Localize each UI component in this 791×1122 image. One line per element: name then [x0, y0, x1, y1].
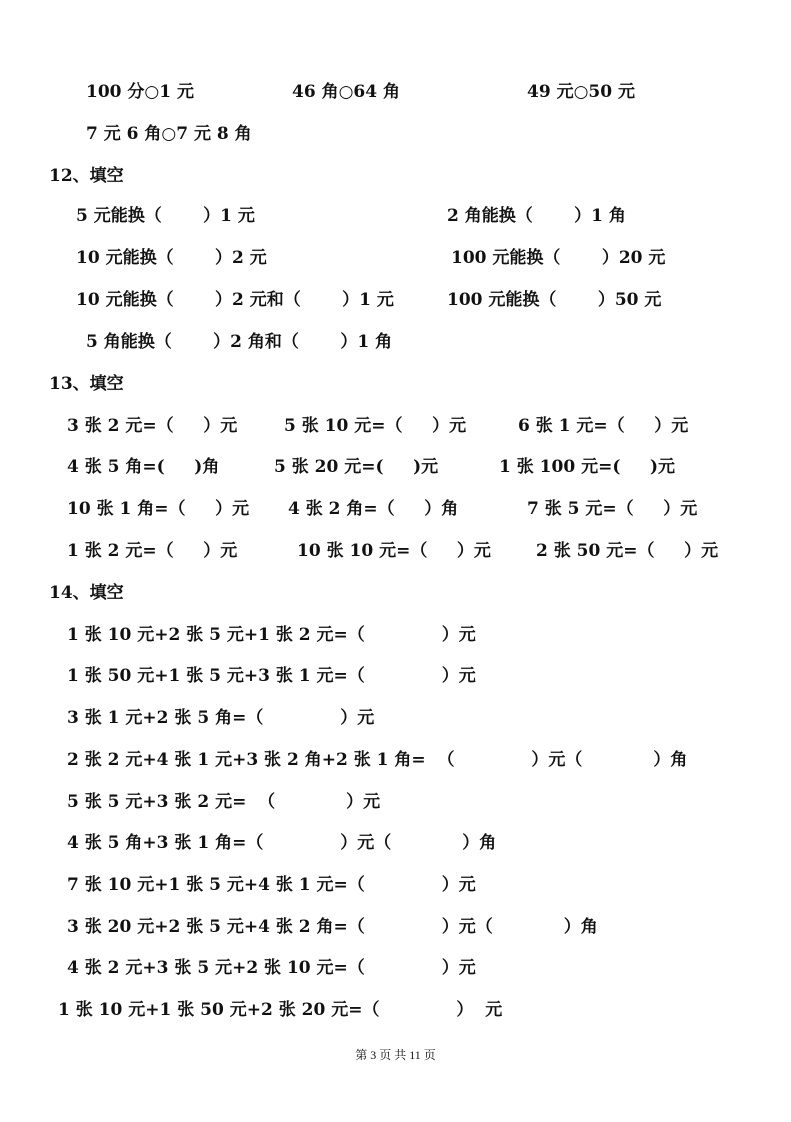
- q13-item: 4 张 2 角=（ ）角: [288, 499, 459, 519]
- q13-item: 10 张 1 角=（ ）元: [67, 499, 250, 519]
- q14-item: 1 张 10 元+2 张 5 元+1 张 2 元=（ ）元: [67, 625, 476, 645]
- q14-item: 1 张 50 元+1 张 5 元+3 张 1 元=（ ）元: [67, 666, 476, 686]
- q13-item: 10 张 10 元=（ ）元: [297, 541, 491, 561]
- q14-heading: 14、填空: [49, 583, 124, 603]
- q14-item: 3 张 1 元+2 张 5 角=（ ）元: [67, 708, 375, 728]
- q13-item: 6 张 1 元=（ ）元: [518, 416, 689, 436]
- q14-item: 5 张 5 元+3 张 2 元= （ ）元: [67, 792, 381, 812]
- q12-item: 5 元能换（ ）1 元: [76, 206, 255, 226]
- compare-item: 100 分○1 元: [86, 82, 194, 102]
- q13-item: 3 张 2 元=（ ）元: [67, 416, 238, 436]
- compare-item: 46 角○64 角: [292, 82, 400, 102]
- q14-item: 1 张 10 元+1 张 50 元+2 张 20 元=（ ） 元: [58, 1000, 503, 1020]
- q13-item: 2 张 50 元=（ ）元: [536, 541, 719, 561]
- q12-item: 100 元能换（ ）50 元: [447, 290, 662, 310]
- q14-item: 2 张 2 元+4 张 1 元+3 张 2 角+2 张 1 角= （ ）元（ ）角: [67, 750, 688, 770]
- q13-item: 1 张 100 元=( )元: [499, 457, 675, 477]
- page-footer: 第 3 页 共 11 页: [355, 1048, 436, 1062]
- q12-item: 10 元能换（ ）2 元和（ ）1 元: [76, 290, 394, 310]
- q13-item: 4 张 5 角=( )角: [67, 457, 220, 477]
- compare-item: 7 元 6 角○7 元 8 角: [86, 124, 252, 144]
- q12-item: 5 角能换（ ）2 角和（ ）1 角: [86, 332, 393, 352]
- q14-item: 4 张 5 角+3 张 1 角=（ ）元（ ）角: [67, 833, 497, 853]
- q14-item: 4 张 2 元+3 张 5 元+2 张 10 元=（ ）元: [67, 958, 476, 978]
- compare-item: 49 元○50 元: [527, 82, 635, 102]
- q14-item: 3 张 20 元+2 张 5 元+4 张 2 角=（ ）元（ ）角: [67, 917, 598, 937]
- q12-heading: 12、填空: [49, 166, 124, 186]
- q13-item: 7 张 5 元=（ ）元: [527, 499, 698, 519]
- q14-item: 7 张 10 元+1 张 5 元+4 张 1 元=（ ）元: [67, 875, 476, 895]
- q13-item: 5 张 10 元=（ ）元: [284, 416, 467, 436]
- q13-item: 1 张 2 元=（ ）元: [67, 541, 238, 561]
- q13-heading: 13、填空: [49, 374, 124, 394]
- q13-item: 5 张 20 元=( )元: [274, 457, 439, 477]
- q12-item: 10 元能换（ ）2 元: [76, 248, 267, 268]
- q12-item: 2 角能换（ ）1 角: [447, 206, 626, 226]
- q12-item: 100 元能换（ ）20 元: [451, 248, 666, 268]
